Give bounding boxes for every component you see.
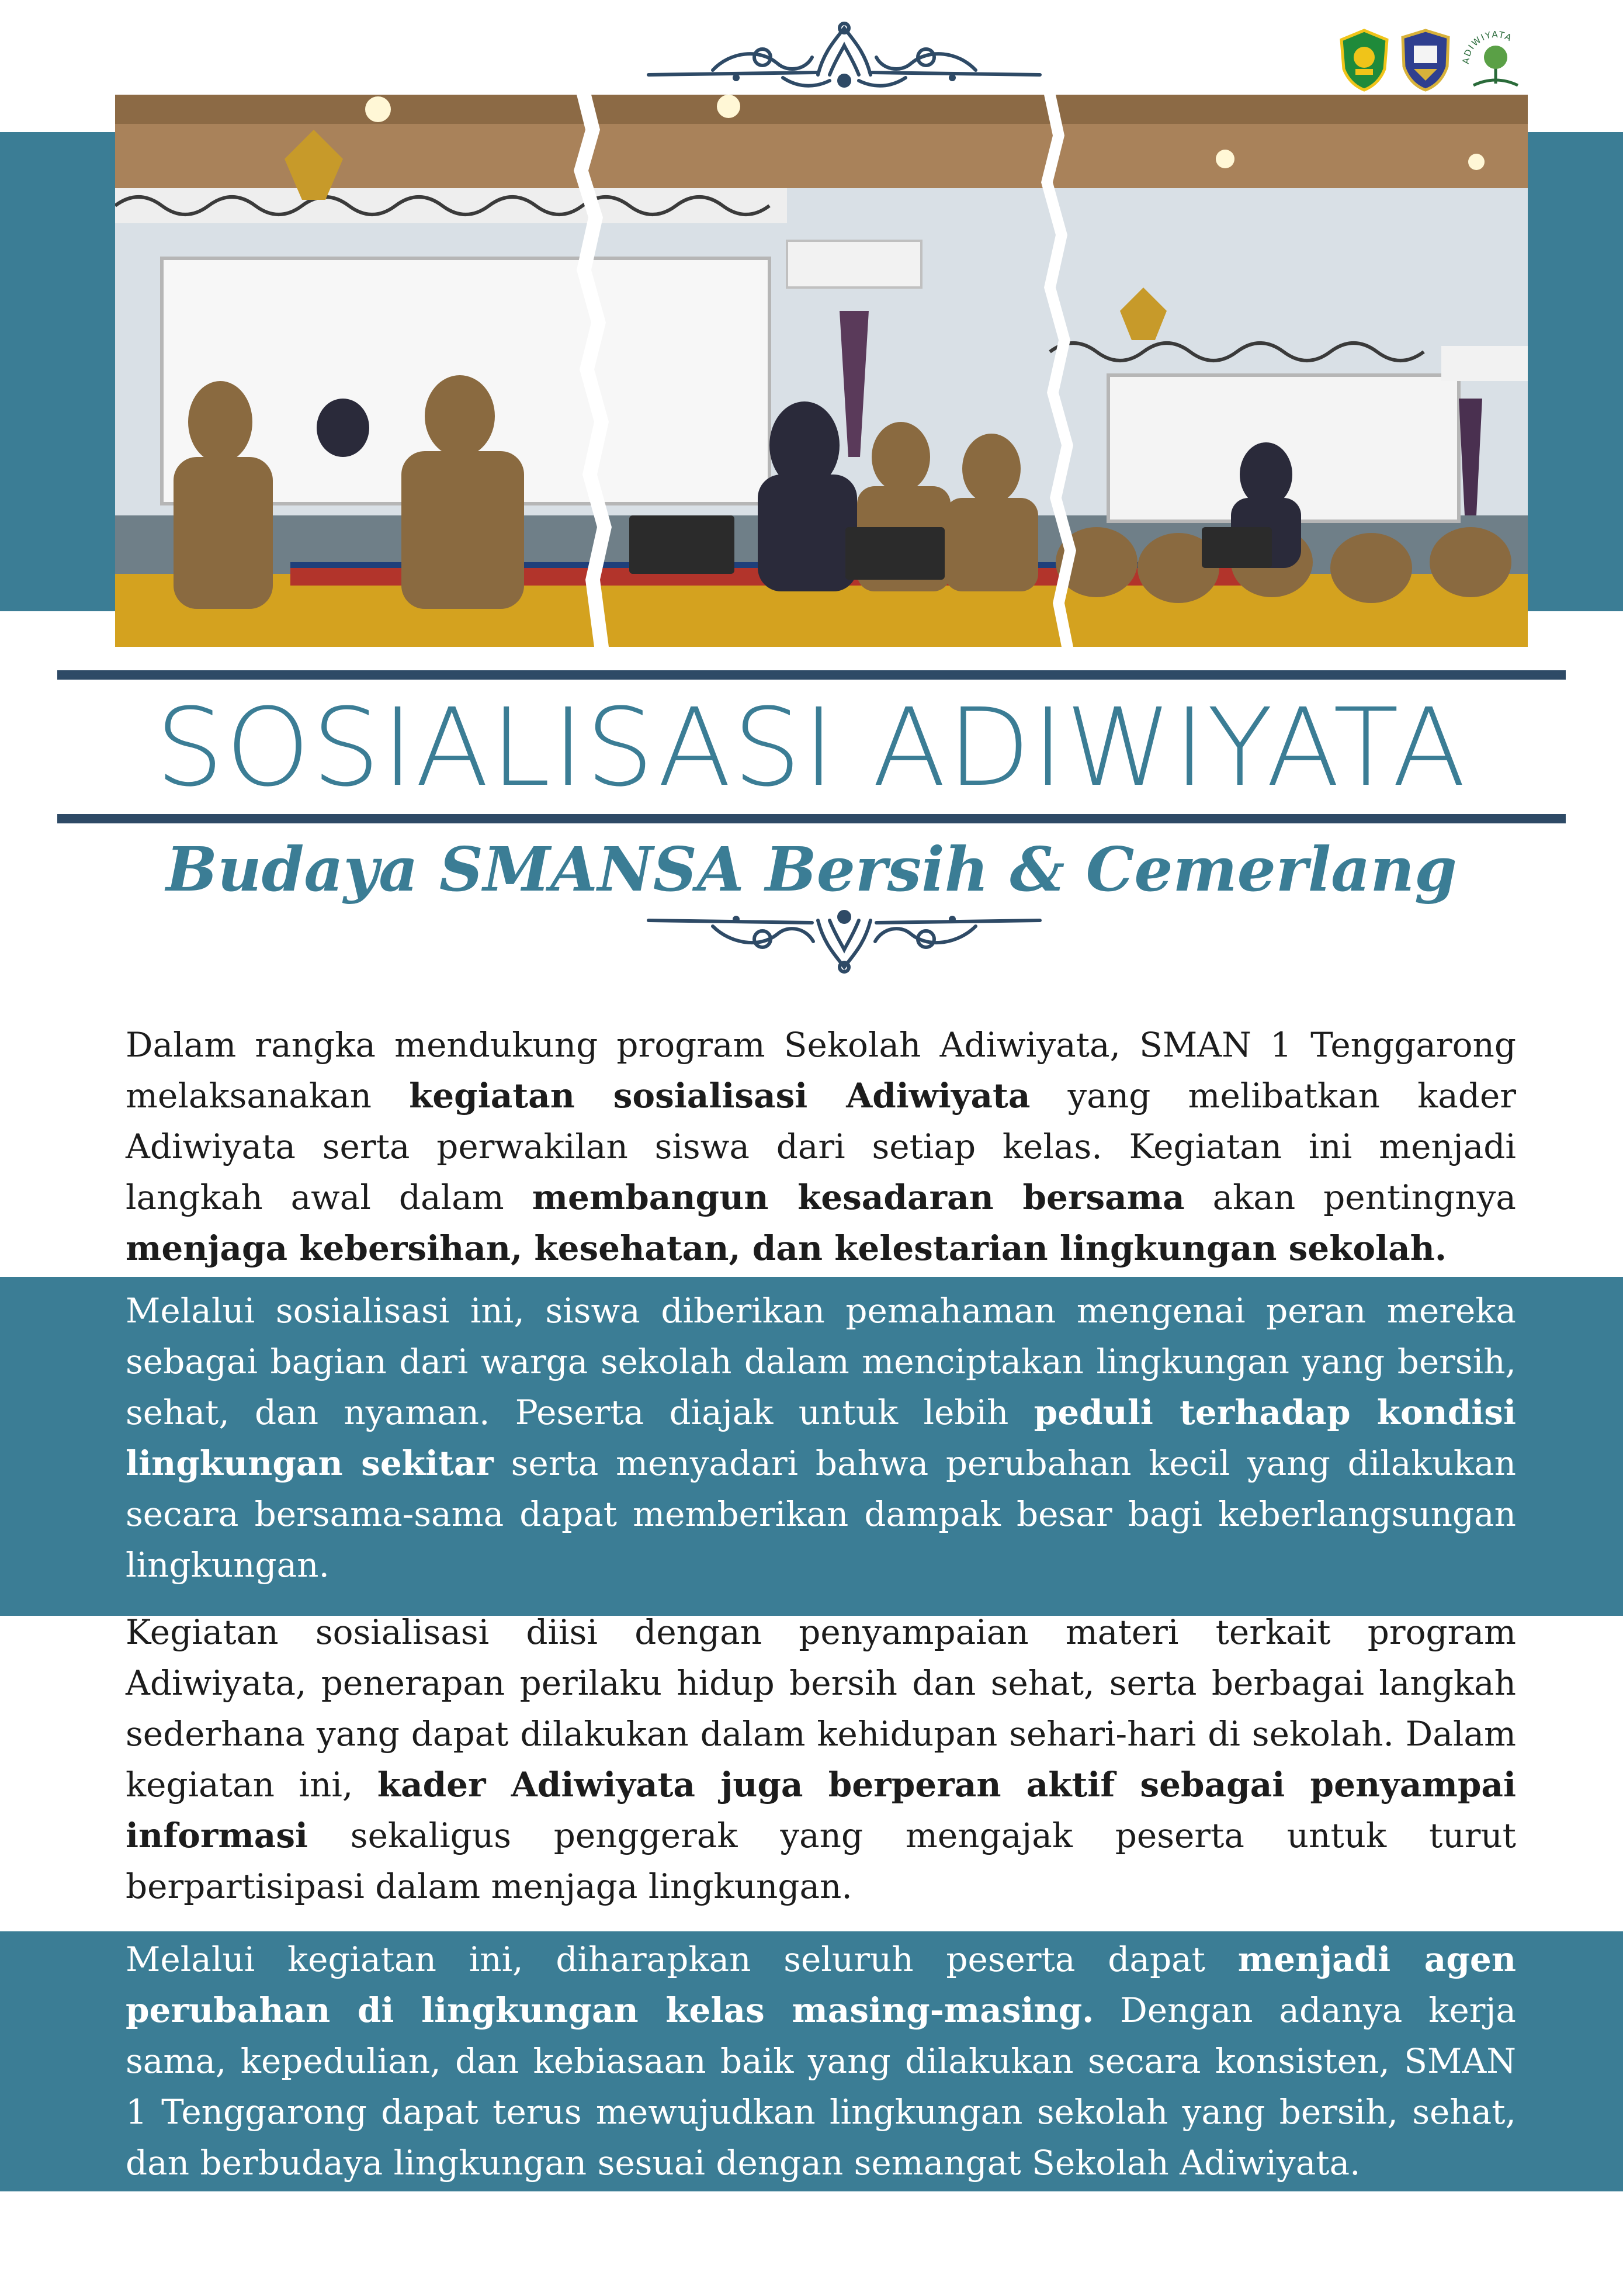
p4-text-2: Dengan adanya kerja sama, kepedulian, dan kebiasaan baik yang dilakukan secara konsisten, SMAN 1 Tenggarong dapat terus mewujudkan lingkungan sekolah yang bersih, sehat, dan berbudaya lingkungan sesuai dengan semangat Sekolah Adiwiyata. [126,1990,1517,2183]
title-rule-top [57,670,1566,680]
p2-text-2: serta menyadari bahwa perubahan kecil yang dilakukan secara bersama-sama dapat memberikan dampak besar bagi keberlangsungan lingkungan. [126,1443,1517,1585]
top-ornament-icon [643,16,1046,92]
p2-bold-1: peduli terhadap kondisi lingkungan sekitar [126,1393,1516,1483]
p4-text-1: Melalui kegiatan ini, diharapkan seluruh peserta dapat [126,1940,1238,1979]
paragraph-3 [126,1607,1516,1912]
p3-text-1: Kegiatan sosialisasi diisi dengan penyampaian materi terkait program Adiwiyata, penerapan perilaku hidup bersih dan sehat, serta berbagai langkah sederhana yang dapat dilakukan dalam kehidupan sehari-hari di sekolah. Dalam kegiatan ini, [126,1612,1516,1805]
p1-text-2: yang melibatkan kader Adiwiyata serta perwakilan siswa dari setiap kelas. Kegiatan ini menjadi langkah awal dalam [126,1076,1517,1217]
p1-bold-3: menjaga kebersihan, kesehatan, dan kelestarian lingkungan sekolah. [126,1228,1447,1268]
adiwiyata-logo-text: ADIWIYATA [1461,29,1514,65]
divider-ornament-icon [643,909,1046,976]
paragraph-4 [126,1934,1516,2188]
p1-text-3: akan pentingnya [1184,1178,1516,1217]
p1-bold-2: membangun kesadaran bersama [532,1178,1185,1217]
adiwiyata-logo-icon [1461,28,1531,92]
school-shield-emblem-icon [1399,28,1452,92]
p2-text-1: Melalui sosialisasi ini, siswa diberikan pemahaman mengenai peran mereka sebagai bagian dari warga sekolah dalam menciptakan lingkungan yang bersih, sehat, dan nyaman. Peserta diajak untuk lebih [126,1291,1516,1432]
p4-bold-1: menjadi agen perubahan di lingkungan kelas masing-masing. [126,1940,1516,2030]
p1-text-1: Dalam rangka mendukung program Sekolah Adiwiyata, SMAN 1 Tenggarong melaksanakan [126,1025,1516,1116]
page-subtitle: Budaya SMANSA Bersih & Cemerlang [166,833,1457,905]
event-photo-collage [115,95,1528,647]
p3-text-2: sekaligus penggerak yang mengajak peserta untuk turut berpartisipasi dalam menjaga lingkungan. [126,1816,1516,1906]
paragraph-1 [126,1020,1516,1274]
title-rule-bottom [57,814,1566,823]
kutai-kartanegara-emblem-icon [1338,28,1390,92]
p1-bold-1: kegiatan sosialisasi Adiwiyata [409,1076,1031,1116]
p3-bold-1: kader Adiwiyata juga berperan aktif sebagai penyampai informasi [126,1765,1517,1855]
header-logos [1338,28,1531,98]
page-title: SOSIALISASI ADIWIYATA [155,685,1468,811]
paragraph-2 [126,1286,1516,1591]
